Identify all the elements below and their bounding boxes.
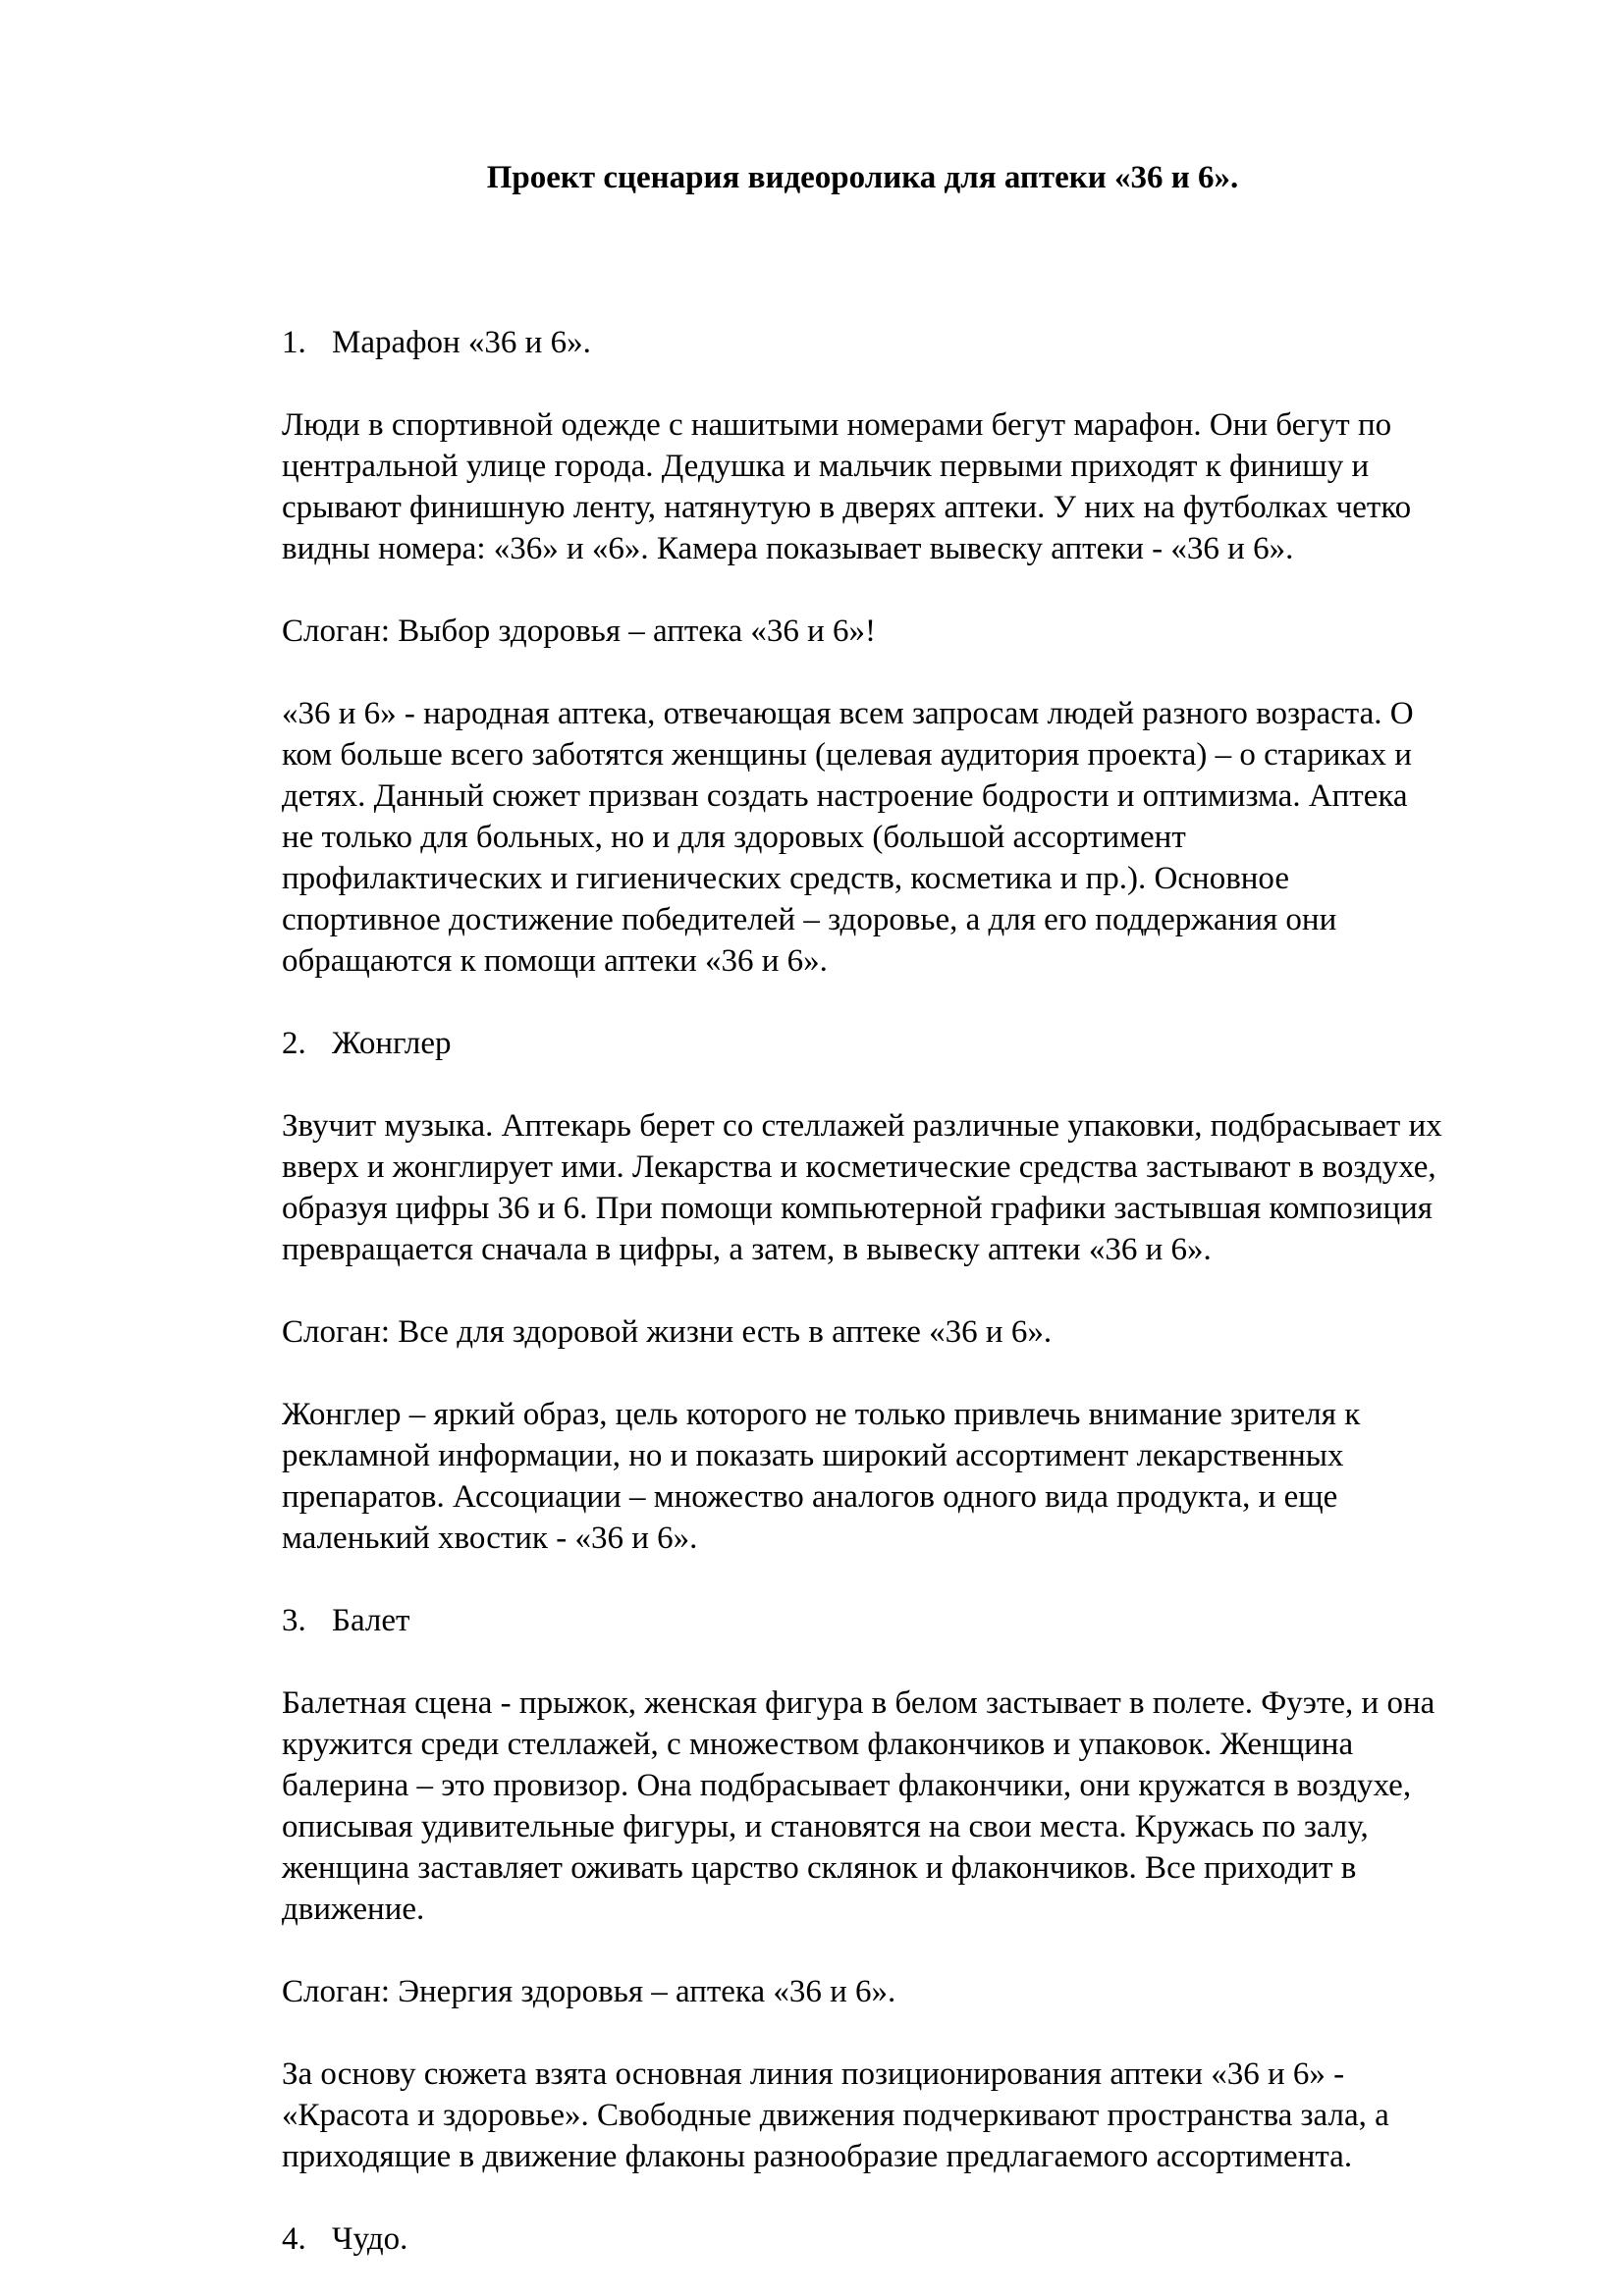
list-item-number: 3. bbox=[282, 1603, 306, 1638]
list-item-number: 2. bbox=[282, 1026, 306, 1061]
scene-rationale: Жонглер – яркий образ, цель которого не только привлечь внимание зрителя к рекламной информации, но и показать широкий ассортимент лекарственных препаратов. Ассоциации – множество аналогов одного вида продукта, и еще маленький хвостик - «36 и 6». bbox=[282, 1397, 1361, 1556]
list-item-title: Чудо. bbox=[332, 2221, 408, 2257]
list-item-number: 1. bbox=[282, 325, 306, 360]
list-item-heading bbox=[282, 2218, 1443, 2260]
scene-rationale: «36 и 6» - народная аптека, отвечающая всем запросам людей разного возраста. О ком больше всего заботятся женщины (целевая аудитория проекта) – о стариках и детях. Данный сюжет призван создать настроение бодрости и оптимизма. Аптека не только для больных, но и для здоровых (большой ассортимент профилактических и гигиенических средств, косметика и пр.). Основное спортивное достижение победителей – здоровье, а для его поддержания они обращаются к помощи аптеки «36 и 6». bbox=[282, 696, 1414, 979]
list-item-heading bbox=[282, 1023, 1443, 1064]
scene-rationale: За основу сюжета взята основная линия позиционирования аптеки «36 и 6» - «Красота и здоровье». Свободные движения подчеркивают пространства зала, а приходящие в движение флаконы разнообразие предлагаемого ассортимента. bbox=[282, 2056, 1389, 2174]
list-item-heading bbox=[282, 1600, 1443, 1641]
list-item-heading bbox=[282, 322, 1443, 363]
section-miracle bbox=[282, 2218, 1443, 2260]
scene-description: Люди в спортивной одежде с нашитыми номерами бегут марафон. Они бегут по центральной улице города. Дедушка и мальчик первыми приходят к финишу и срывают финишную ленту, натянутую в дверях аптеки. У них на футболках четко видны номера: «36» и «6». Камера показывает вывеску аптеки - «36 и 6». bbox=[282, 407, 1412, 566]
list-item-title: Жонглер bbox=[332, 1026, 452, 1061]
section-juggler bbox=[282, 1023, 1443, 1559]
list-item-number: 4. bbox=[282, 2221, 306, 2257]
scene-description: Балетная сцена - прыжок, женская фигура в белом застывает в полете. Фуэте, и она кружится среди стеллажей, с множеством флакончиков и упаковок. Женщина балерина – это провизор. Она подбрасывает флакончики, они кружатся в воздухе, описывая удивительные фигуры, и становятся на свои места. Кружась по залу, женщина заставляет оживать царство склянок и флакончиков. Все приходит в движение. bbox=[282, 1685, 1435, 1927]
document-title: Проект сценария видеоролика для аптеки «36 и 6». bbox=[486, 160, 1239, 195]
slogan-line: Слоган: Все для здоровой жизни есть в аптеке «36 и 6». bbox=[282, 1314, 1053, 1350]
slogan-line: Слоган: Энергия здоровья – аптека «36 и 6». bbox=[282, 1974, 896, 2009]
list-item-title: Балет bbox=[332, 1603, 410, 1638]
section-ballet bbox=[282, 1600, 1443, 2177]
scene-description: Звучит музыка. Аптекарь берет со стеллажей различные упаковки, подбрасывает их вверх и жонглирует ими. Лекарства и косметические средства застывают в воздухе, образуя цифры 36 и 6. При помощи компьютерной графики застывшая композиция превращается сначала в цифры, а затем, в вывеску аптеки «36 и 6». bbox=[282, 1108, 1442, 1267]
section-marathon bbox=[282, 322, 1443, 982]
slogan-line: Слоган: Выбор здоровья – аптека «36 и 6»! bbox=[282, 614, 877, 649]
list-item-title: Марафон «36 и 6». bbox=[332, 325, 591, 360]
